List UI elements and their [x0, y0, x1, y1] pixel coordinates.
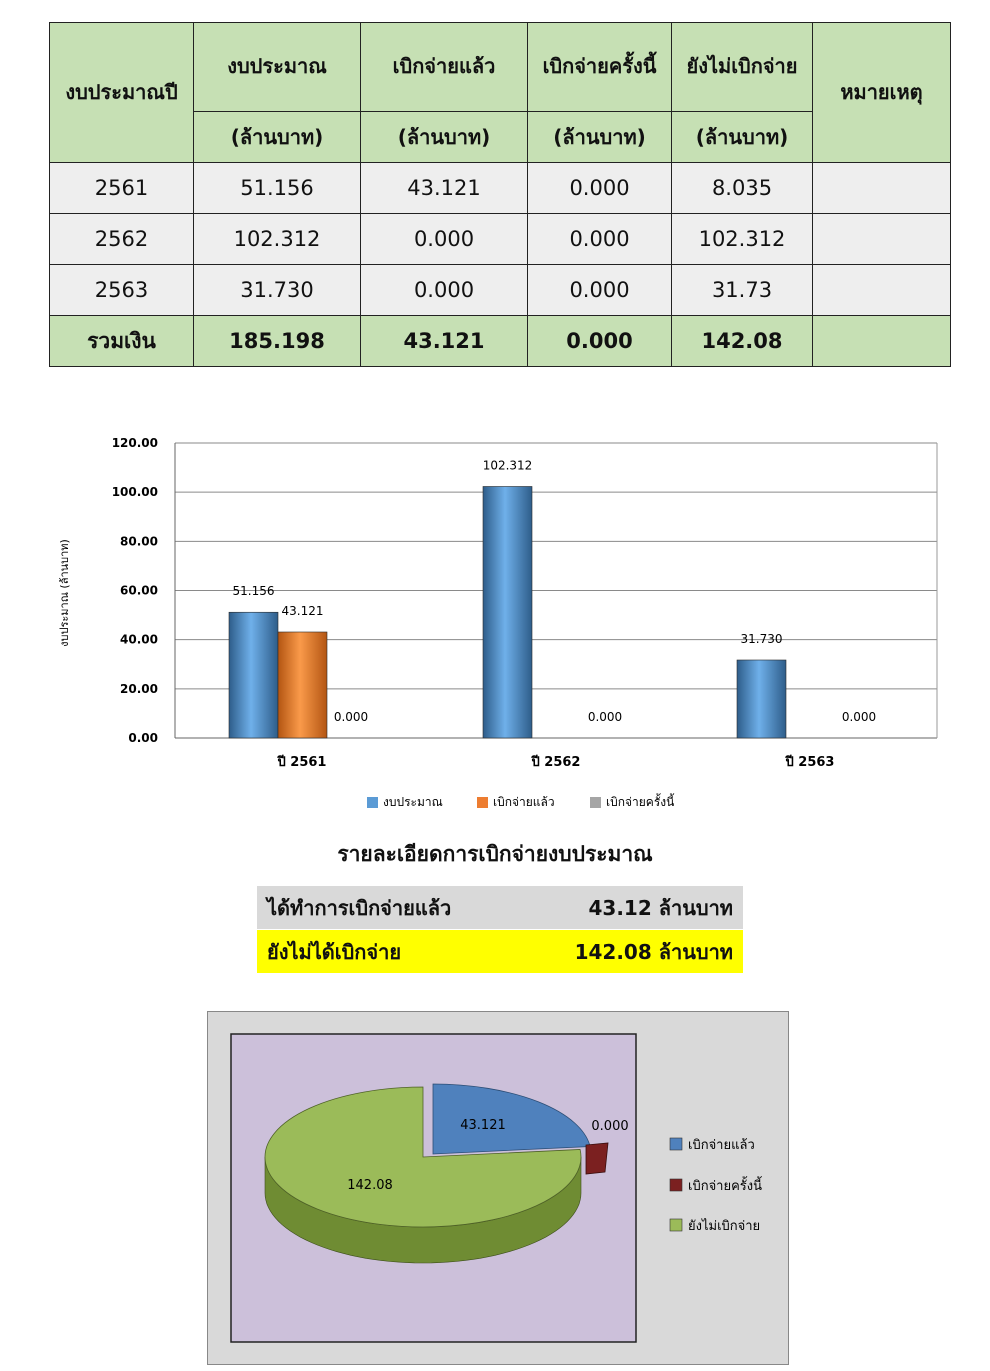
bar-data-label: 0.000	[841, 710, 877, 724]
table-row	[50, 214, 951, 265]
bar	[737, 660, 786, 738]
cell-note	[813, 163, 951, 214]
header-note: หมายเหตุ	[813, 23, 951, 163]
legend-label: ยังไม่เบิกจ่าย	[688, 1219, 761, 1234]
bar-data-label: 0.000	[333, 710, 369, 724]
pie-slice-paid-now	[586, 1143, 608, 1174]
budget-table	[49, 22, 951, 367]
summary-unpaid-row	[257, 930, 743, 973]
pie-label-paid-now: 0.000	[591, 1119, 629, 1134]
legend-label: เบิกจ่ายแล้ว	[688, 1138, 755, 1153]
y-tick-label: 40.00	[120, 632, 158, 647]
pie-legend	[670, 1138, 763, 1234]
pie-label-unpaid: 142.08	[347, 1178, 393, 1193]
legend-label: เบิกจ่ายครั้งนี้	[606, 795, 675, 809]
pie-chart-frame	[207, 1011, 789, 1365]
x-tick-label: ปี 2563	[785, 755, 835, 770]
bar-data-label: 51.156	[232, 584, 275, 599]
table-row	[50, 163, 951, 214]
total-paid-now: 0.000	[528, 316, 672, 367]
bar-data-label: 0.000	[587, 710, 623, 724]
bar	[483, 486, 532, 738]
bar	[278, 632, 327, 738]
unit-unpaid: (ล้านบาท)	[672, 111, 813, 162]
summary-paid-label: ได้ทำการเบิกจ่ายแล้ว	[267, 895, 452, 920]
cell-paid-now: 0.000	[528, 214, 672, 265]
summary-paid-row	[257, 886, 743, 929]
legend-swatch	[367, 797, 378, 808]
cell-paid-now: 0.000	[528, 265, 672, 316]
bar-legend	[367, 793, 675, 809]
x-tick-label: ปี 2561	[277, 755, 327, 770]
cell-note	[813, 265, 951, 316]
cell-unpaid: 8.035	[672, 163, 813, 214]
x-tick-label: ปี 2562	[531, 755, 581, 770]
bar-data-label: 31.730	[740, 631, 783, 646]
header-year: งบประมาณปี	[50, 23, 194, 163]
total-label: รวมเงิน	[50, 316, 194, 367]
y-tick-label: 120.00	[111, 436, 158, 450]
pie-chart	[208, 1012, 790, 1366]
cell-paid: 0.000	[361, 214, 528, 265]
bar-chart	[40, 425, 960, 820]
cell-unpaid: 102.312	[672, 214, 813, 265]
y-tick-label: 60.00	[120, 583, 158, 598]
legend-swatch	[670, 1179, 682, 1191]
summary-unpaid-value: 142.08 ล้านบาท	[574, 939, 733, 964]
header-paid-now: เบิกจ่ายครั้งนี้	[528, 23, 672, 112]
table-row	[50, 265, 951, 316]
unit-paid-now: (ล้านบาท)	[528, 111, 672, 162]
legend-swatch	[670, 1138, 682, 1150]
legend-label: เบิกจ่ายแล้ว	[493, 795, 555, 809]
legend-label: เบิกจ่ายครั้งนี้	[688, 1179, 763, 1194]
table-total-row	[50, 316, 951, 367]
summary-title: รายละเอียดการเบิกจ่ายงบประมาณ	[337, 842, 653, 866]
header-budget: งบประมาณ	[194, 23, 361, 112]
cell-year: 2561	[50, 163, 194, 214]
legend-swatch	[670, 1219, 682, 1231]
total-unpaid: 142.08	[672, 316, 813, 367]
y-tick-label: 0.00	[128, 731, 158, 745]
cell-unpaid: 31.73	[672, 265, 813, 316]
legend-swatch	[590, 797, 601, 808]
cell-year: 2563	[50, 265, 194, 316]
y-axis-label: งบประมาณ (ล้านบาท)	[58, 539, 71, 647]
cell-budget: 31.730	[194, 265, 361, 316]
y-tick-label: 100.00	[111, 485, 158, 500]
bar-data-label: 43.121	[281, 603, 324, 618]
unit-paid: (ล้านบาท)	[361, 111, 528, 162]
legend-swatch	[477, 797, 488, 808]
bar	[229, 612, 278, 738]
cell-paid-now: 0.000	[528, 163, 672, 214]
header-paid: เบิกจ่ายแล้ว	[361, 23, 528, 112]
summary-paid-value: 43.12 ล้านบาท	[588, 895, 733, 920]
cell-year: 2562	[50, 214, 194, 265]
pie-label-paid: 43.121	[460, 1118, 506, 1133]
total-paid: 43.121	[361, 316, 528, 367]
y-tick-label: 80.00	[120, 534, 158, 549]
legend-label: งบประมาณ	[383, 795, 443, 809]
cell-paid: 43.121	[361, 163, 528, 214]
cell-budget: 102.312	[194, 214, 361, 265]
bar-data-label: 102.312	[482, 458, 533, 473]
header-unpaid: ยังไม่เบิกจ่าย	[672, 23, 813, 112]
total-note	[813, 316, 951, 367]
summary-unpaid-label: ยังไม่ได้เบิกจ่าย	[267, 939, 402, 964]
y-tick-label: 20.00	[120, 681, 158, 696]
unit-budget: (ล้านบาท)	[194, 111, 361, 162]
total-budget: 185.198	[194, 316, 361, 367]
cell-paid: 0.000	[361, 265, 528, 316]
table-header-row	[50, 23, 951, 112]
cell-note	[813, 214, 951, 265]
cell-budget: 51.156	[194, 163, 361, 214]
